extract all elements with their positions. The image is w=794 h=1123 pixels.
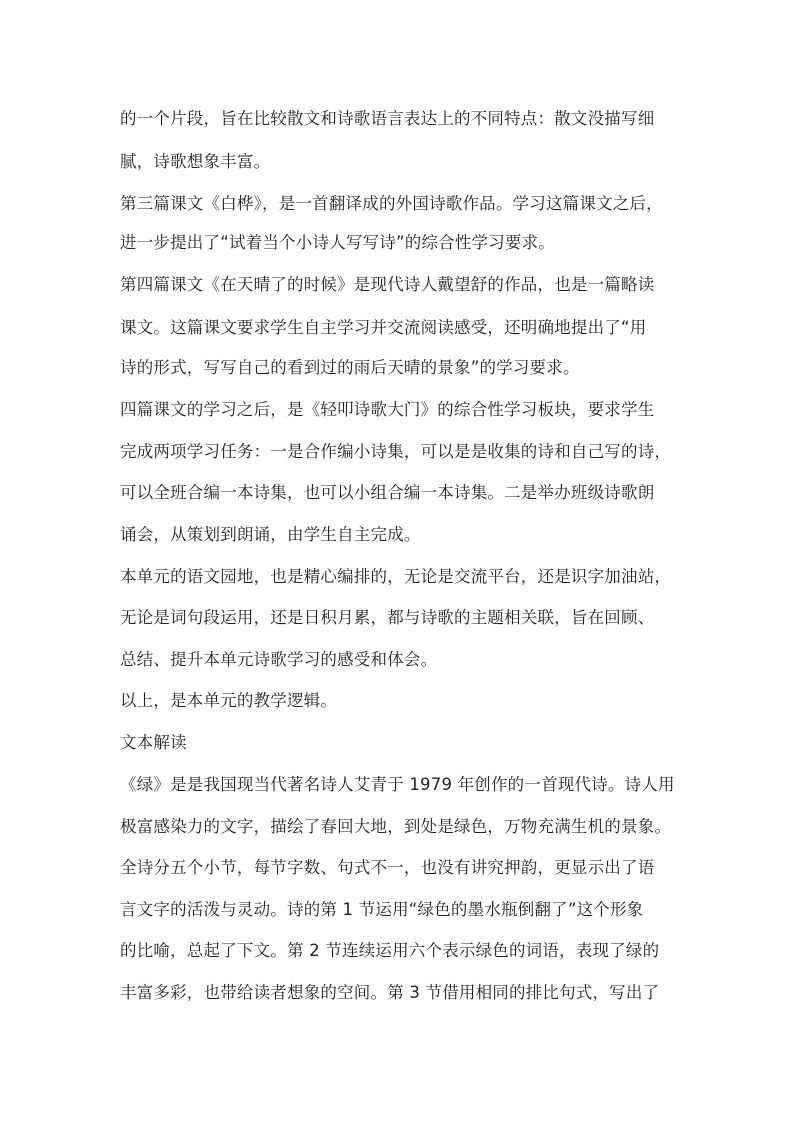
text-line: 极富感染力的文字，描绘了春回大地，到处是绿色，万物充满生机的景象。 [120,817,672,836]
text-line: 无论是词句段运用，还是日积月累，都与诗歌的主题相关联，旨在回顾、 [120,608,655,627]
text-line: 第三篇课文《白桦》，是一首翻译成的外国诗歌作品。学习这篇课文之后， [120,194,663,213]
section-heading: 文本解读 [120,733,187,752]
text-line: 四篇课文的学习之后，是《轻叩诗歌大门》的综合性学习板块，要求学生 [120,400,655,419]
text-line: 第四篇课文《在天晴了的时候》是现代诗人戴望舒的作品，也是一篇略读 [120,275,655,294]
text-line: 本单元的语文园地，也是精心编排的，无论是交流平台，还是识字加油站， [120,567,672,586]
text-line: 诗的形式，写写自己的看到过的雨后天晴的景象”的学习要求。 [120,358,580,377]
text-line: 言文字的活泼与灵动。诗的第 1 节运用“绿色的墨水瓶倒翻了”这个形象 [120,900,644,919]
text-line: 全诗分五个小节，每节字数、句式不一，也没有讲究押韵，更显示出了语 [120,858,655,877]
text-line: 《绿》是是我国现当代著名诗人艾青于 1979 年创作的一首现代诗。诗人用 [120,775,675,794]
text-line: 的比喻，总起了下文。第 2 节连续运用六个表示绿色的词语，表现了绿的 [120,941,660,960]
text-line: 的一个片段，旨在比较散文和诗歌语言表达上的不同特点：散文没描写细 [120,109,655,128]
text-line: 完成两项学习任务：一是合作编小诗集，可以是是收集的诗和自己写的诗， [120,442,672,461]
text-line: 丰富多彩，也带给读者想象的空间。第 3 节借用相同的排比句式，写出了 [120,983,660,1002]
text-line: 进一步提出了“试着当个小诗人写写诗”的综合性学习要求。 [120,233,555,252]
text-line: 诵会，从策划到朗诵，由学生自主完成。 [120,525,421,544]
text-line: 总结、提升本单元诗歌学习的感受和体会。 [120,650,438,669]
text-line: 课文。这篇课文要求学生自主学习并交流阅读感受，还明确地提出了“用 [120,318,647,337]
text-line: 腻，诗歌想象丰富。 [120,152,271,171]
text-line: 可以全班合编一本诗集，也可以小组合编一本诗集。二是举办班级诗歌朗 [120,483,655,502]
text-line: 以上，是本单元的教学逻辑。 [120,691,338,710]
